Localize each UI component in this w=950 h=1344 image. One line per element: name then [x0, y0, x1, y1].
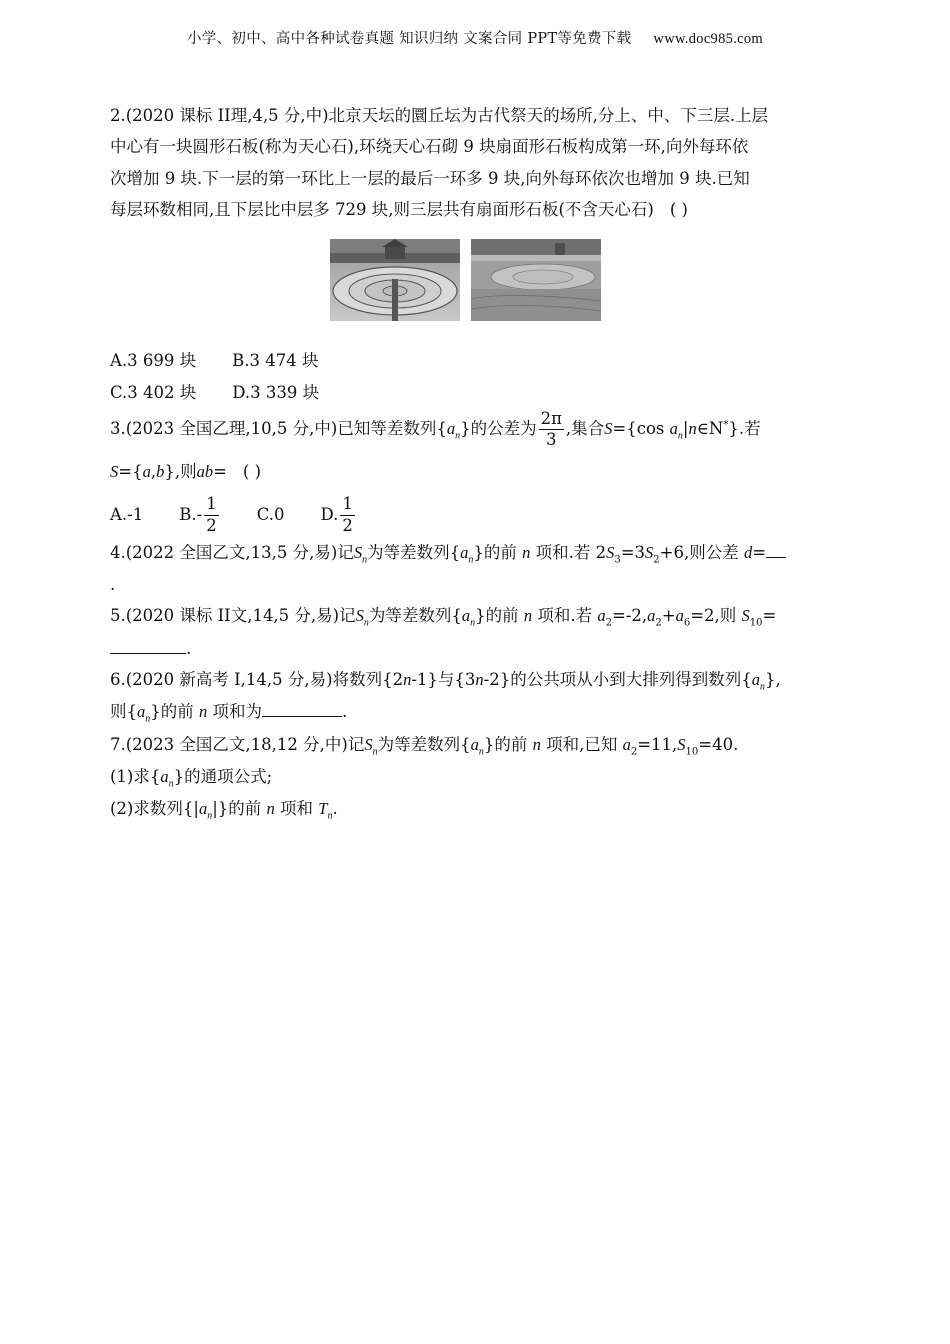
q7-part-2: (2)求数列$\{|a_n|\}$的前 n 项和 $T_n$.: [110, 799, 338, 822]
question-5: [110, 600, 840, 664]
q5-line-1: 5.(2020 课标 II文,14,5 分,易)记$S_n$为等差数列$\{a_n\}$的前 n 项和.若 $a_2=-2,a_2+a_6=2$,则 $S_{10}=$: [110, 606, 777, 629]
answer-blank[interactable]: [766, 557, 786, 558]
header-url[interactable]: www.doc985.com: [653, 31, 763, 47]
question-3: [110, 408, 840, 537]
q2-option-d[interactable]: D.3 339 块: [232, 382, 320, 402]
q3-options-row: [110, 494, 840, 537]
question-6: [110, 664, 840, 729]
q3-line-2: S={a,b},则ab= ( ): [110, 461, 262, 481]
q3-option-d[interactable]: D. $\frac{1}{2}$: [320, 494, 353, 535]
answer-paren: ( ): [242, 461, 262, 481]
q2-options-row-1: [110, 345, 840, 376]
page-header: [0, 27, 950, 48]
temple-photo-ground: [471, 239, 601, 321]
q6-line-2: 则$\{a_n\}$的前 n 项和为 .: [110, 702, 348, 725]
header-text: 小学、初中、高中各种试卷真题 知识归纳 文案合同 PPT等免费下载: [187, 31, 632, 47]
answer-blank[interactable]: [110, 653, 186, 654]
question-content: [110, 100, 840, 826]
q2-option-a[interactable]: A.3 699 块: [110, 351, 197, 371]
q2-line-2: 中心有一块圆形石板(称为天心石),环绕天心石砌 9 块扇面形石板构成第一环,向外每环依: [110, 137, 749, 157]
q7-line-1: 7.(2023 全国乙文,18,12 分,中)记$S_n$为等差数列$\{a_n\}$的前 n 项和,已知 $a_2=11,S_{10}=40$.: [110, 734, 739, 757]
q4-line-2: .: [110, 575, 116, 595]
fraction-2pi-over-3: $\frac{2\pi}{3}$: [540, 408, 562, 450]
q3-option-b[interactable]: B.- $\frac{1}{2}$: [179, 494, 217, 535]
temple-photo-aerial: [330, 239, 460, 321]
answer-paren: ( ): [669, 200, 688, 220]
q3-option-a[interactable]: A.-1: [110, 504, 144, 524]
q6-line-1: 6.(2020 新高考 I,14,5 分,易)将数列{2n-1}与{3n-2}的公共项从小到大排列得到数列$\{a_n\}$,: [110, 670, 781, 693]
q2-options-row-2: [110, 377, 840, 408]
fraction-one-half: $\frac{1}{2}$: [206, 494, 217, 535]
question-4: [110, 537, 840, 601]
question-2: [110, 100, 840, 408]
q4-line-1: 4.(2022 全国乙文,13,5 分,易)记$S_n$为等差数列$\{a_n\}$的前 n 项和.若 $2S_3=3S_2+6$,则公差 d=: [110, 537, 840, 569]
fraction-one-half: $\frac{1}{2}$: [342, 494, 353, 535]
q2-line-3: 次增加 9 块.下一层的第一环比上一层的最后一环多 9 块,向外每环依次也增加 9 块.已知: [110, 168, 750, 188]
question-7: [110, 729, 840, 826]
q3-line-1: 3.(2023 全国乙理,10,5 分,中)已知等差数列$\{a_n\}$的公差为 $\frac{2\pi}{3}$ ,集合S={cos $a_n|n\in N^*$}.若: [110, 408, 761, 450]
q2-photos: [90, 239, 840, 321]
q7-part-1: (1)求$\{a_n\}$的通项公式;: [110, 766, 273, 790]
answer-blank[interactable]: [262, 716, 342, 717]
q2-option-b[interactable]: B.3 474 块: [232, 351, 319, 371]
q2-option-c[interactable]: C.3 402 块: [110, 382, 197, 402]
q5-line-2: .: [110, 633, 840, 664]
q3-option-c[interactable]: C.0: [256, 504, 285, 524]
q2-line-4: 每层环数相同,且下层比中层多 729 块,则三层共有扇面形石板(不含天心石) ( ): [110, 200, 688, 220]
q2-line-1: 2.(2020 课标 II理,4,5 分,中)北京天坛的圜丘坛为古代祭天的场所,分上、中、下三层.上层: [110, 106, 769, 125]
